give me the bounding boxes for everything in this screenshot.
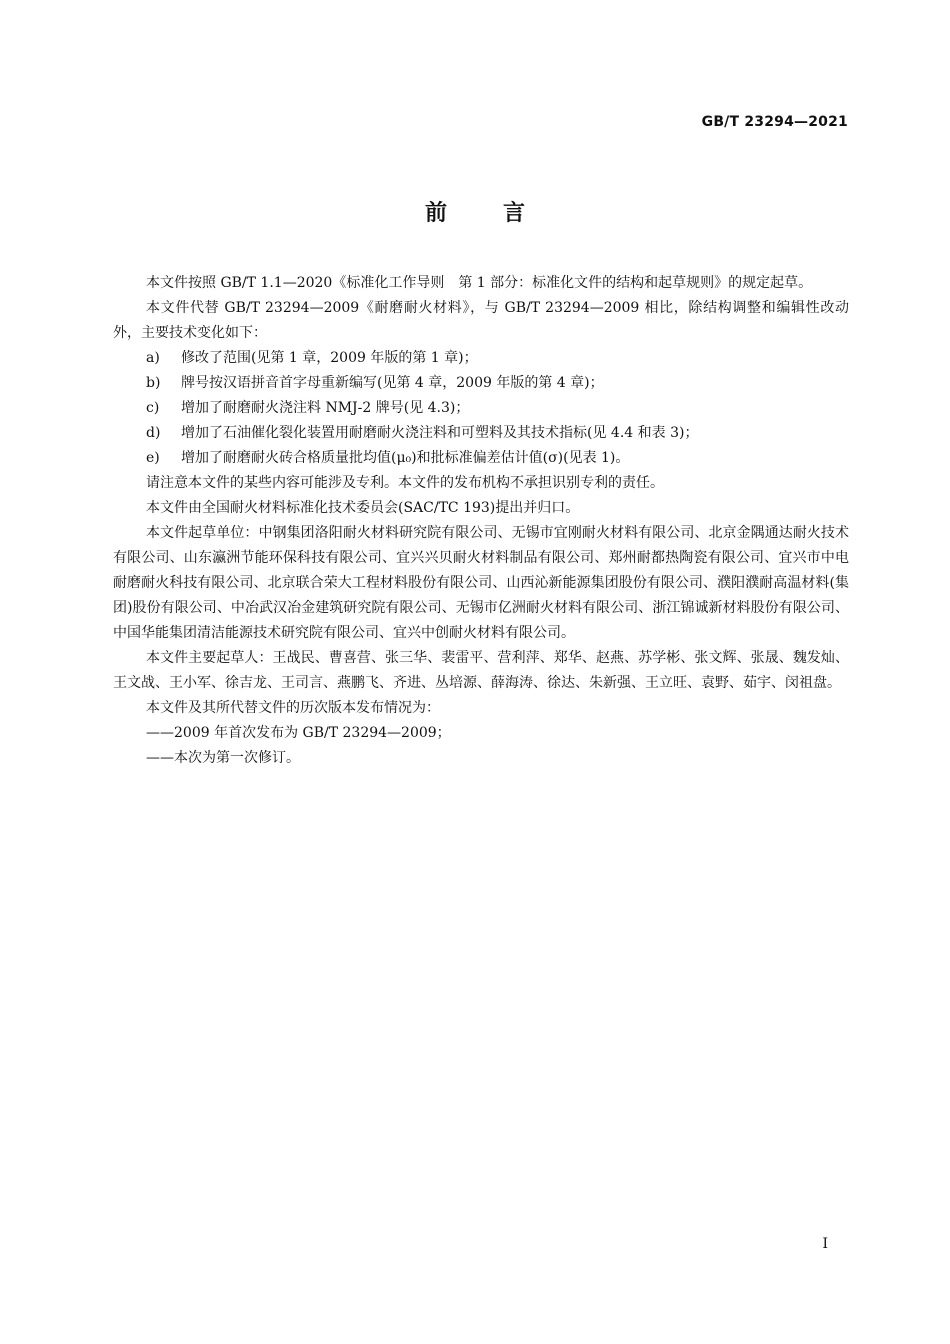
list-marker: d) bbox=[146, 425, 161, 441]
list-marker: e) bbox=[146, 450, 160, 466]
list-item-text: 牌号按汉语拼音首字母重新编写(见第 4 章，2009 年版的第 4 章)； bbox=[181, 375, 604, 391]
paragraph-replacement: 本文件代替 GB/T 23294—2009《耐磨耐火材料》，与 GB/T 23294—2009 相比，除结构调整和编辑性改动外，主要技术变化如下： bbox=[113, 300, 849, 341]
page-title: 前言 bbox=[424, 201, 581, 226]
paragraph-patent-notice: 请注意本文件的某些内容可能涉及专利。本文件的发布机构不承担识别专利的责任。 bbox=[146, 475, 664, 491]
list-item bbox=[113, 346, 849, 371]
list-marker: a) bbox=[146, 350, 160, 366]
foreword-body bbox=[113, 271, 849, 771]
paragraph-drafting-units: 本文件起草单位：中钢集团洛阳耐火材料研究院有限公司、无锡市宜刚耐火材料有限公司、北京金隅通达耐火技术有限公司、山东瀛洲节能环保科技有限公司、宜兴兴贝耐火材料制品有限公司、郑州耐都热陶瓷有限公司、宜兴市中电耐磨耐火科技有限公司、北京联合荣大工程材料股份有限公司、山西沁新能源集团股份有限公司、濮阳濮耐高温材料(集团)股份有限公司、中冶武汉冶金建筑研究院有限公司、无锡市亿洲耐火材料有限公司、浙江锦诚新材料股份有限公司、中国华能集团清洁能源技术研究院有限公司、宜兴中创耐火材料有限公司。 bbox=[113, 525, 849, 641]
list-item-text: 增加了耐磨耐火砖合格质量批均值(μ₀)和批标准偏差估计值(σ)(见表 1)。 bbox=[181, 450, 630, 466]
list-item-text: 增加了石油催化裂化装置用耐磨耐火浇注料和可塑料及其技术指标(见 4.4 和表 3)； bbox=[181, 425, 699, 441]
list-marker: b) bbox=[146, 375, 161, 391]
history-item: ——2009 年首次发布为 GB/T 23294—2009； bbox=[146, 725, 451, 741]
paragraph-drafting-rules: 本文件按照 GB/T 1.1—2020《标准化工作导则 第 1 部分：标准化文件的结构和起草规则》的规定起草。 bbox=[146, 275, 813, 291]
list-item bbox=[113, 396, 849, 421]
list-item-text: 修改了范围(见第 1 章，2009 年版的第 1 章)； bbox=[181, 350, 478, 366]
list-marker: c) bbox=[146, 400, 160, 416]
paragraph-committee: 本文件由全国耐火材料标准化技术委员会(SAC/TC 193)提出并归口。 bbox=[146, 500, 580, 516]
list-item bbox=[113, 421, 849, 446]
list-item bbox=[113, 446, 849, 471]
paragraph-history-intro: 本文件及其所代替文件的历次版本发布情况为： bbox=[146, 700, 440, 716]
paragraph-drafters: 本文件主要起草人：王战民、曹喜营、张三华、裴雷平、营利萍、郑华、赵燕、苏学彬、张文辉、张晟、魏发灿、王文战、王小军、徐吉龙、王司言、燕鹏飞、齐进、丛培源、薛海涛、徐达、朱新强、王立旺、袁野、茹宇、闵祖盘。 bbox=[113, 650, 849, 691]
history-item: ——本次为第一次修订。 bbox=[146, 750, 300, 766]
list-item-text: 增加了耐磨耐火浇注料 NMJ-2 牌号(见 4.3)； bbox=[181, 400, 470, 416]
list-item bbox=[113, 371, 849, 396]
document-number: GB/T 23294—2021 bbox=[701, 114, 848, 130]
page-number: I bbox=[822, 1236, 828, 1252]
